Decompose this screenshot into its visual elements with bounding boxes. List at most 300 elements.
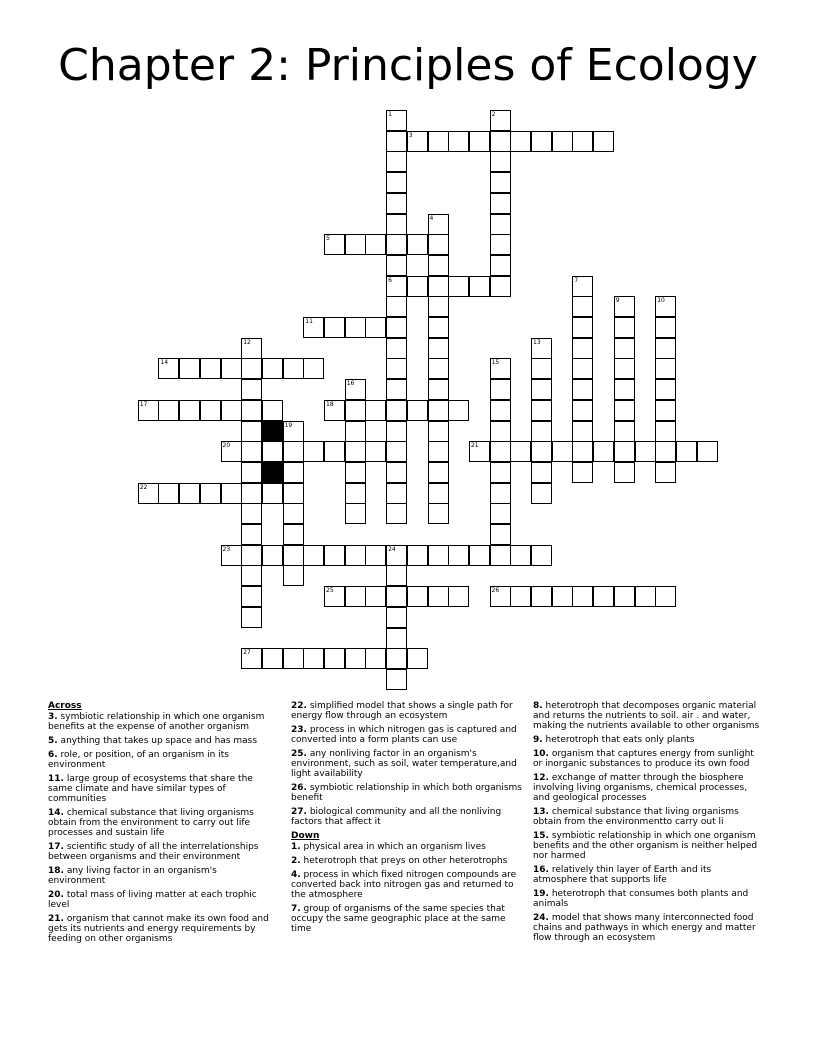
grid-cell[interactable] bbox=[572, 276, 593, 297]
grid-cell[interactable] bbox=[614, 338, 635, 359]
grid-cell[interactable] bbox=[386, 503, 407, 524]
grid-cell[interactable] bbox=[386, 151, 407, 172]
grid-cell[interactable] bbox=[428, 276, 449, 297]
grid-cell[interactable] bbox=[200, 400, 221, 421]
clue-text: group of organisms of the same species that occupy the same geographic place at the same time bbox=[291, 904, 506, 934]
clue-number: 23. bbox=[291, 725, 307, 735]
grid-cell[interactable] bbox=[386, 379, 407, 400]
clue-text: heterotroph that eats only plants bbox=[542, 735, 695, 745]
clue-item bbox=[291, 783, 523, 803]
grid-cell[interactable] bbox=[490, 400, 511, 421]
clue-text: any living factor in an organism's environment bbox=[48, 866, 217, 886]
grid-cell[interactable] bbox=[614, 421, 635, 442]
clue-number: 6. bbox=[48, 750, 58, 760]
grid-cell[interactable] bbox=[490, 110, 511, 131]
clue-number: 22. bbox=[291, 701, 307, 711]
grid-cell[interactable] bbox=[324, 400, 345, 421]
grid-cell[interactable] bbox=[407, 545, 428, 566]
grid-cell[interactable] bbox=[655, 462, 676, 483]
grid-cell[interactable] bbox=[428, 379, 449, 400]
grid-cell[interactable] bbox=[635, 586, 656, 607]
grid-cell[interactable] bbox=[345, 317, 366, 338]
grid-cell[interactable] bbox=[386, 193, 407, 214]
grid-cell[interactable] bbox=[428, 358, 449, 379]
grid-cell[interactable] bbox=[200, 483, 221, 504]
grid-cell[interactable] bbox=[179, 483, 200, 504]
clue-text: simplified model that shows a single path for energy flow through an ecosystem bbox=[291, 701, 513, 721]
grid-cell[interactable] bbox=[200, 358, 221, 379]
grid-cell[interactable] bbox=[241, 545, 262, 566]
grid-cell[interactable] bbox=[428, 296, 449, 317]
grid-cell[interactable] bbox=[655, 421, 676, 442]
clue-number: 17 bbox=[139, 400, 148, 408]
clue-number: 25 bbox=[326, 587, 334, 595]
grid-cell[interactable] bbox=[531, 586, 552, 607]
grid-cell[interactable] bbox=[572, 379, 593, 400]
grid-cell[interactable] bbox=[490, 255, 511, 276]
clue-text: role, or position, of an organism in its environment bbox=[48, 750, 229, 770]
grid-cell[interactable] bbox=[510, 545, 531, 566]
grid-cell[interactable] bbox=[469, 131, 490, 152]
grid-cell[interactable] bbox=[531, 421, 552, 442]
clue-item bbox=[533, 889, 765, 909]
grid-cell[interactable] bbox=[365, 648, 386, 669]
grid-cell[interactable] bbox=[345, 462, 366, 483]
clue-number: 6 bbox=[388, 276, 392, 284]
grid-cell[interactable] bbox=[303, 358, 324, 379]
down-clue-list bbox=[291, 842, 523, 934]
grid-cell[interactable] bbox=[428, 131, 449, 152]
grid-cell[interactable] bbox=[490, 524, 511, 545]
grid-cell[interactable] bbox=[283, 421, 304, 442]
grid-cell[interactable] bbox=[241, 462, 262, 483]
grid-cell[interactable] bbox=[531, 483, 552, 504]
grid-cell[interactable] bbox=[345, 379, 366, 400]
grid-cell[interactable] bbox=[572, 338, 593, 359]
across-header: Across bbox=[48, 701, 82, 711]
grid-cell[interactable] bbox=[262, 400, 283, 421]
grid-cell[interactable] bbox=[221, 358, 242, 379]
clue-item bbox=[48, 914, 274, 944]
grid-cell[interactable] bbox=[241, 421, 262, 442]
grid-cell[interactable] bbox=[241, 358, 262, 379]
grid-cell[interactable] bbox=[241, 338, 262, 359]
clue-number: 17. bbox=[48, 842, 64, 852]
grid-cell[interactable] bbox=[572, 400, 593, 421]
grid-cell[interactable] bbox=[365, 586, 386, 607]
grid-cell[interactable] bbox=[303, 648, 324, 669]
grid-cell[interactable] bbox=[324, 648, 345, 669]
grid-cell[interactable] bbox=[407, 648, 428, 669]
clue-item bbox=[291, 701, 523, 721]
clue-text: scientific study of all the interrelationships between organisms and their environment bbox=[48, 842, 259, 862]
clue-item bbox=[48, 890, 274, 910]
grid-cell[interactable] bbox=[345, 441, 366, 462]
grid-cell[interactable] bbox=[283, 648, 304, 669]
clue-number: 14 bbox=[160, 359, 169, 367]
clue-number: 16 bbox=[346, 380, 355, 388]
grid-cell[interactable] bbox=[386, 276, 407, 297]
grid-cell[interactable] bbox=[138, 400, 159, 421]
grid-cell[interactable] bbox=[345, 545, 366, 566]
grid-cell[interactable] bbox=[283, 503, 304, 524]
grid-cell[interactable] bbox=[552, 131, 573, 152]
clue-text: large group of ecosystems that share the same climate and have similar types of communities bbox=[48, 774, 253, 804]
grid-cell[interactable] bbox=[365, 234, 386, 255]
clue-number: 2 bbox=[491, 111, 496, 118]
grid-cell[interactable] bbox=[386, 421, 407, 442]
grid-cell[interactable] bbox=[324, 545, 345, 566]
grid-cell[interactable] bbox=[531, 462, 552, 483]
grid-cell[interactable] bbox=[345, 400, 366, 421]
grid-cell[interactable] bbox=[386, 648, 407, 669]
grid-cell[interactable] bbox=[490, 214, 511, 235]
grid-cell[interactable] bbox=[655, 379, 676, 400]
grid-cell[interactable] bbox=[345, 503, 366, 524]
grid-cell[interactable] bbox=[407, 276, 428, 297]
clue-text: chemical substance that living organisms obtain from the environment to carry out life processes and sustain life bbox=[48, 808, 254, 838]
grid-cell[interactable] bbox=[241, 607, 262, 628]
grid-cell[interactable] bbox=[428, 483, 449, 504]
grid-cell[interactable] bbox=[490, 172, 511, 193]
grid-cell[interactable] bbox=[324, 441, 345, 462]
grid-cell[interactable] bbox=[490, 193, 511, 214]
grid-cell[interactable] bbox=[407, 586, 428, 607]
clue-number: 12 bbox=[243, 338, 251, 346]
grid-cell[interactable] bbox=[490, 462, 511, 483]
grid-cell[interactable] bbox=[407, 131, 428, 152]
page-title: Chapter 2: Principles of Ecology bbox=[58, 40, 758, 91]
grid-cell[interactable] bbox=[428, 545, 449, 566]
clue-item bbox=[533, 773, 765, 803]
grid-cell[interactable] bbox=[345, 234, 366, 255]
grid-cell[interactable] bbox=[283, 524, 304, 545]
clue-number: 16. bbox=[533, 865, 549, 875]
grid-cell[interactable] bbox=[365, 545, 386, 566]
clue-item bbox=[291, 904, 523, 934]
clue-number: 21 bbox=[470, 442, 479, 450]
grid-cell[interactable] bbox=[283, 483, 304, 504]
grid-cell[interactable] bbox=[614, 400, 635, 421]
clue-number: 20 bbox=[222, 442, 231, 450]
clue-item bbox=[48, 808, 274, 838]
grid-cell[interactable] bbox=[303, 441, 324, 462]
grid-cell[interactable] bbox=[262, 358, 283, 379]
grid-cell[interactable] bbox=[655, 441, 676, 462]
grid-cell[interactable] bbox=[386, 669, 407, 690]
grid-cell[interactable] bbox=[283, 441, 304, 462]
grid-cell[interactable] bbox=[241, 400, 262, 421]
grid-cell[interactable] bbox=[428, 255, 449, 276]
grid-cell[interactable] bbox=[614, 296, 635, 317]
grid-cell[interactable] bbox=[448, 400, 469, 421]
grid-cell[interactable] bbox=[221, 545, 242, 566]
clue-text: model that shows many interconnected food chains and pathways in which energy and matter flow through an ecosystem bbox=[533, 913, 756, 943]
clue-text: any nonliving factor in an organism's environment, such as soil, water temperature,and light availability bbox=[291, 749, 517, 779]
grid-cell[interactable] bbox=[428, 234, 449, 255]
grid-cell[interactable] bbox=[262, 483, 283, 504]
clue-number: 24 bbox=[388, 545, 396, 553]
clue-number: 3 bbox=[408, 131, 413, 139]
clue-item bbox=[533, 749, 765, 769]
grid-cell[interactable] bbox=[448, 586, 469, 607]
grid-cell[interactable] bbox=[593, 441, 614, 462]
clues-column-1 bbox=[48, 701, 274, 948]
grid-cell[interactable] bbox=[303, 545, 324, 566]
grid-cell[interactable] bbox=[345, 483, 366, 504]
grid-cell[interactable] bbox=[386, 586, 407, 607]
grid-cell[interactable] bbox=[428, 400, 449, 421]
grid-cell[interactable] bbox=[552, 441, 573, 462]
clue-number: 13. bbox=[533, 807, 549, 817]
clue-item bbox=[48, 712, 274, 732]
clue-text: organism that cannot make its own food and gets its nutrients and energy requirements by feeding on other organisms bbox=[48, 914, 269, 944]
grid-cell[interactable] bbox=[572, 358, 593, 379]
grid-cell[interactable] bbox=[386, 628, 407, 649]
grid-cell[interactable] bbox=[572, 462, 593, 483]
grid-cell[interactable] bbox=[386, 110, 407, 131]
grid-cell[interactable] bbox=[469, 441, 490, 462]
grid-cell[interactable] bbox=[490, 358, 511, 379]
grid-cell[interactable] bbox=[655, 296, 676, 317]
grid-cell[interactable] bbox=[614, 379, 635, 400]
grid-cell[interactable] bbox=[655, 586, 676, 607]
clue-number: 7 bbox=[574, 276, 579, 284]
clue-number: 5 bbox=[326, 235, 330, 243]
grid-cell[interactable] bbox=[324, 586, 345, 607]
grid-cell[interactable] bbox=[448, 276, 469, 297]
grid-cell[interactable] bbox=[386, 607, 407, 628]
grid-cell[interactable] bbox=[241, 503, 262, 524]
grid-cell[interactable] bbox=[386, 317, 407, 338]
clue-number: 23 bbox=[222, 545, 231, 553]
clue-item bbox=[291, 870, 523, 900]
grid-cell[interactable] bbox=[572, 131, 593, 152]
clue-number: 3. bbox=[48, 712, 58, 722]
grid-cell[interactable] bbox=[510, 586, 531, 607]
grid-cell[interactable] bbox=[469, 545, 490, 566]
clue-text: symbiotic relationship in which one organism benefits and the other organism is neither helped nor harmed bbox=[533, 831, 758, 861]
grid-cell[interactable] bbox=[158, 358, 179, 379]
grid-cell[interactable] bbox=[221, 441, 242, 462]
grid-cell[interactable] bbox=[697, 441, 718, 462]
grid-cell[interactable] bbox=[428, 317, 449, 338]
grid-cell[interactable] bbox=[221, 400, 242, 421]
clue-number: 11 bbox=[305, 318, 313, 325]
grid-cell[interactable] bbox=[448, 131, 469, 152]
grid-cell[interactable] bbox=[593, 131, 614, 152]
grid-cell[interactable] bbox=[262, 441, 283, 462]
clue-text: heterotroph that decomposes organic material and returns the nutrients to soil. air . and water, making the nutrients available to other organisms bbox=[533, 701, 760, 731]
grid-cell[interactable] bbox=[283, 358, 304, 379]
grid-cell[interactable] bbox=[572, 317, 593, 338]
clue-text: relatively thin layer of Earth and its atmosphere that supports life bbox=[533, 865, 712, 885]
grid-cell[interactable] bbox=[138, 483, 159, 504]
clue-item bbox=[291, 807, 523, 827]
down-header: Down bbox=[291, 831, 320, 841]
grid-cell[interactable] bbox=[655, 338, 676, 359]
grid-cell[interactable] bbox=[365, 400, 386, 421]
grid-cell[interactable] bbox=[324, 234, 345, 255]
clue-number: 1 bbox=[388, 111, 392, 118]
grid-cell[interactable] bbox=[614, 317, 635, 338]
grid-cell[interactable] bbox=[490, 441, 511, 462]
grid-cell[interactable] bbox=[490, 483, 511, 504]
clue-item bbox=[533, 701, 765, 731]
grid-cell[interactable] bbox=[593, 586, 614, 607]
grid-cell[interactable] bbox=[572, 441, 593, 462]
grid-block bbox=[262, 421, 283, 442]
grid-cell[interactable] bbox=[386, 131, 407, 152]
grid-cell[interactable] bbox=[386, 214, 407, 235]
clue-number: 9. bbox=[533, 735, 543, 745]
grid-cell[interactable] bbox=[241, 565, 262, 586]
grid-cell[interactable] bbox=[490, 131, 511, 152]
grid-cell[interactable] bbox=[345, 586, 366, 607]
clue-number: 19 bbox=[284, 421, 293, 429]
across-clue-list-continued bbox=[291, 701, 523, 827]
grid-cell[interactable] bbox=[490, 586, 511, 607]
grid-cell[interactable] bbox=[490, 234, 511, 255]
clue-item bbox=[48, 736, 274, 746]
grid-cell[interactable] bbox=[386, 462, 407, 483]
grid-cell[interactable] bbox=[490, 421, 511, 442]
grid-cell[interactable] bbox=[407, 400, 428, 421]
grid-cell[interactable] bbox=[428, 586, 449, 607]
clue-item bbox=[291, 725, 523, 745]
grid-cell[interactable] bbox=[386, 358, 407, 379]
grid-cell[interactable] bbox=[490, 379, 511, 400]
clue-number: 1. bbox=[291, 842, 301, 852]
grid-cell[interactable] bbox=[407, 234, 428, 255]
clue-number: 2. bbox=[291, 856, 301, 866]
grid-cell[interactable] bbox=[241, 379, 262, 400]
grid-cell[interactable] bbox=[324, 317, 345, 338]
clue-item bbox=[533, 865, 765, 885]
grid-cell[interactable] bbox=[531, 379, 552, 400]
grid-cell[interactable] bbox=[531, 358, 552, 379]
grid-cell[interactable] bbox=[531, 545, 552, 566]
grid-cell[interactable] bbox=[552, 586, 573, 607]
grid-cell[interactable] bbox=[428, 503, 449, 524]
clue-number: 10 bbox=[657, 297, 665, 305]
grid-cell[interactable] bbox=[386, 400, 407, 421]
grid-cell[interactable] bbox=[241, 483, 262, 504]
grid-cell[interactable] bbox=[241, 441, 262, 462]
grid-cell[interactable] bbox=[448, 545, 469, 566]
grid-cell[interactable] bbox=[386, 172, 407, 193]
grid-cell[interactable] bbox=[531, 441, 552, 462]
grid-cell[interactable] bbox=[386, 441, 407, 462]
clue-item bbox=[48, 866, 274, 886]
grid-cell[interactable] bbox=[428, 338, 449, 359]
grid-cell[interactable] bbox=[303, 317, 324, 338]
grid-cell[interactable] bbox=[241, 648, 262, 669]
grid-block bbox=[262, 462, 283, 483]
clue-number: 25. bbox=[291, 749, 307, 759]
clue-number: 7. bbox=[291, 904, 301, 914]
grid-cell[interactable] bbox=[635, 441, 656, 462]
clue-number: 14. bbox=[48, 808, 64, 818]
grid-cell[interactable] bbox=[655, 400, 676, 421]
grid-cell[interactable] bbox=[221, 483, 242, 504]
clue-text: exchange of matter through the biosphere involving living organisms, chemical processes, and geological processes bbox=[533, 773, 748, 803]
grid-cell[interactable] bbox=[655, 317, 676, 338]
grid-cell[interactable] bbox=[531, 400, 552, 421]
grid-cell[interactable] bbox=[158, 400, 179, 421]
grid-cell[interactable] bbox=[572, 421, 593, 442]
grid-cell[interactable] bbox=[365, 317, 386, 338]
clue-number: 21. bbox=[48, 914, 64, 924]
grid-cell[interactable] bbox=[365, 441, 386, 462]
grid-cell[interactable] bbox=[614, 586, 635, 607]
grid-cell[interactable] bbox=[179, 400, 200, 421]
clue-number: 15. bbox=[533, 831, 549, 841]
grid-cell[interactable] bbox=[345, 421, 366, 442]
grid-cell[interactable] bbox=[531, 338, 552, 359]
grid-cell[interactable] bbox=[510, 131, 531, 152]
grid-cell[interactable] bbox=[158, 483, 179, 504]
grid-cell[interactable] bbox=[490, 151, 511, 172]
clue-number: 27. bbox=[291, 807, 307, 817]
grid-cell[interactable] bbox=[386, 234, 407, 255]
grid-cell[interactable] bbox=[676, 441, 697, 462]
grid-cell[interactable] bbox=[572, 586, 593, 607]
grid-cell[interactable] bbox=[428, 214, 449, 235]
grid-cell[interactable] bbox=[386, 255, 407, 276]
clue-number: 9 bbox=[615, 297, 620, 305]
grid-cell[interactable] bbox=[428, 441, 449, 462]
clue-text: biological community and all the nonliving factors that affect it bbox=[291, 807, 502, 827]
grid-cell[interactable] bbox=[531, 131, 552, 152]
clue-number: 24. bbox=[533, 913, 549, 923]
grid-cell[interactable] bbox=[614, 462, 635, 483]
grid-cell[interactable] bbox=[262, 648, 283, 669]
grid-cell[interactable] bbox=[386, 483, 407, 504]
grid-cell[interactable] bbox=[428, 421, 449, 442]
grid-cell[interactable] bbox=[262, 545, 283, 566]
grid-cell[interactable] bbox=[490, 276, 511, 297]
clue-item bbox=[48, 750, 274, 770]
grid-cell[interactable] bbox=[179, 358, 200, 379]
grid-cell[interactable] bbox=[510, 441, 531, 462]
grid-cell[interactable] bbox=[283, 565, 304, 586]
grid-cell[interactable] bbox=[572, 296, 593, 317]
grid-cell[interactable] bbox=[241, 524, 262, 545]
grid-cell[interactable] bbox=[614, 358, 635, 379]
clue-number: 20. bbox=[48, 890, 64, 900]
grid-cell[interactable] bbox=[469, 276, 490, 297]
grid-cell[interactable] bbox=[386, 296, 407, 317]
grid-cell[interactable] bbox=[241, 586, 262, 607]
clue-text: total mass of living matter at each trophic level bbox=[48, 890, 257, 910]
grid-cell[interactable] bbox=[386, 565, 407, 586]
clue-text: physical area in which an organism lives bbox=[300, 842, 486, 852]
grid-cell[interactable] bbox=[386, 545, 407, 566]
clue-number: 4. bbox=[291, 870, 301, 880]
grid-cell[interactable] bbox=[386, 338, 407, 359]
grid-cell[interactable] bbox=[345, 648, 366, 669]
clue-item bbox=[48, 842, 274, 862]
clue-text: process in which nitrogen gas is captured and converted into a form plants can use bbox=[291, 725, 517, 745]
grid-cell[interactable] bbox=[283, 545, 304, 566]
grid-cell[interactable] bbox=[655, 358, 676, 379]
grid-cell[interactable] bbox=[490, 545, 511, 566]
grid-cell[interactable] bbox=[283, 462, 304, 483]
grid-cell[interactable] bbox=[490, 503, 511, 524]
grid-cell[interactable] bbox=[428, 462, 449, 483]
grid-cell[interactable] bbox=[614, 441, 635, 462]
